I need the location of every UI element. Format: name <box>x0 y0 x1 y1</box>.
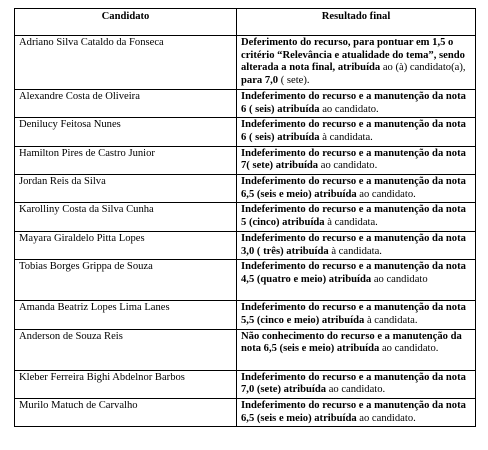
candidate-name: Amanda Beatriz Lopes Lima Lanes <box>15 301 237 329</box>
table-header-row <box>15 9 476 36</box>
table-row <box>15 370 476 398</box>
result-text: ao candidato. <box>319 103 379 115</box>
result-text: ao candidato <box>371 273 428 285</box>
candidate-name: Mayara Giraldelo Pitta Lopes <box>15 231 237 259</box>
result-text-bold: para 7,0 <box>241 75 279 87</box>
table-row <box>15 36 476 90</box>
result-text: à candidata. <box>328 245 382 257</box>
result-text: ao candidato. <box>356 412 416 424</box>
header-resultado-final: Resultado final <box>237 9 476 36</box>
result-text-bold: Deferimento do recurso, para pontuar em 1,5 o critério “Relevância e atualidade do tema”, sendo alterada a nota final, atribuída <box>241 37 465 74</box>
final-result <box>237 260 476 301</box>
result-text-bold: Indeferimento do recurso e a manutenção da nota 6,5 (seis e meio) atribuída <box>241 400 466 424</box>
result-text: ( sete). <box>278 75 310 87</box>
final-result <box>237 231 476 259</box>
final-result <box>237 329 476 370</box>
result-text: à candidata. <box>364 314 418 326</box>
result-text-bold: Indeferimento do recurso e a manutenção da nota 6 ( seis) atribuída <box>241 90 466 115</box>
result-text-bold: Indeferimento do recurso e a manutenção da nota 6 ( seis) atribuída <box>241 119 466 143</box>
table-row <box>15 399 476 427</box>
result-text: ao candidato. <box>356 188 416 200</box>
table-row <box>15 231 476 259</box>
final-result <box>237 118 476 146</box>
result-text-bold: Indeferimento do recurso e a manutenção da nota 7( sete) atribuída <box>241 147 466 172</box>
result-text-bold: Indeferimento do recurso e a manutenção da nota 5 (cinco) atribuída <box>241 204 466 229</box>
result-text: à candidata. <box>319 131 373 143</box>
table-row <box>15 89 476 117</box>
candidate-name: Kleber Ferreira Bighi Abdelnor Barbos <box>15 370 237 398</box>
result-text: à candidata. <box>324 217 378 229</box>
result-text: ao candidato. <box>318 160 378 172</box>
final-result <box>237 301 476 329</box>
candidate-name: Anderson de Souza Reis <box>15 329 237 370</box>
result-text: ao candidato. <box>379 343 439 355</box>
candidate-name: Murilo Matuch de Carvalho <box>15 399 237 427</box>
candidate-name: Denilucy Feitosa Nunes <box>15 118 237 146</box>
candidate-name: Adriano Silva Cataldo da Fonseca <box>15 36 237 90</box>
result-text: ao candidato. <box>326 384 386 396</box>
result-text: ao (à) candidato(a), <box>380 62 466 74</box>
result-text-bold: Indeferimento do recurso e a manutenção da nota 5,5 (cinco e meio) atribuída <box>241 302 466 326</box>
result-text-bold: Indeferimento do recurso e a manutenção da nota 7,0 (sete) atribuída <box>241 371 466 396</box>
table-row <box>15 260 476 301</box>
final-result <box>237 203 476 231</box>
candidate-name: Alexandre Costa de Oliveira <box>15 89 237 117</box>
result-text-bold: Não conhecimento do recurso e a manutenção da nota 6,5 (seis e meio) atribuída <box>241 330 462 355</box>
table-row <box>15 146 476 174</box>
candidate-name: Hamilton Pires de Castro Junior <box>15 146 237 174</box>
final-result <box>237 175 476 203</box>
results-table <box>14 8 476 427</box>
table-row <box>15 329 476 370</box>
result-text-bold: Indeferimento do recurso e a manutenção da nota 3,0 ( três) atribuída <box>241 232 466 257</box>
table-row <box>15 203 476 231</box>
final-result <box>237 146 476 174</box>
final-result <box>237 89 476 117</box>
result-text-bold: Indeferimento do recurso e a manutenção da nota 4,5 (quatro e meio) atribuída <box>241 261 466 285</box>
table-row <box>15 175 476 203</box>
result-text-bold: Indeferimento do recurso e a manutenção da nota 6,5 (seis e meio) atribuída <box>241 176 466 200</box>
table-row <box>15 118 476 146</box>
table-row <box>15 301 476 329</box>
candidate-name: Karolliny Costa da Silva Cunha <box>15 203 237 231</box>
final-result <box>237 36 476 90</box>
header-candidato: Candidato <box>15 9 237 36</box>
candidate-name: Jordan Reis da Silva <box>15 175 237 203</box>
candidate-name: Tobias Borges Grippa de Souza <box>15 260 237 301</box>
final-result <box>237 370 476 398</box>
final-result <box>237 399 476 427</box>
